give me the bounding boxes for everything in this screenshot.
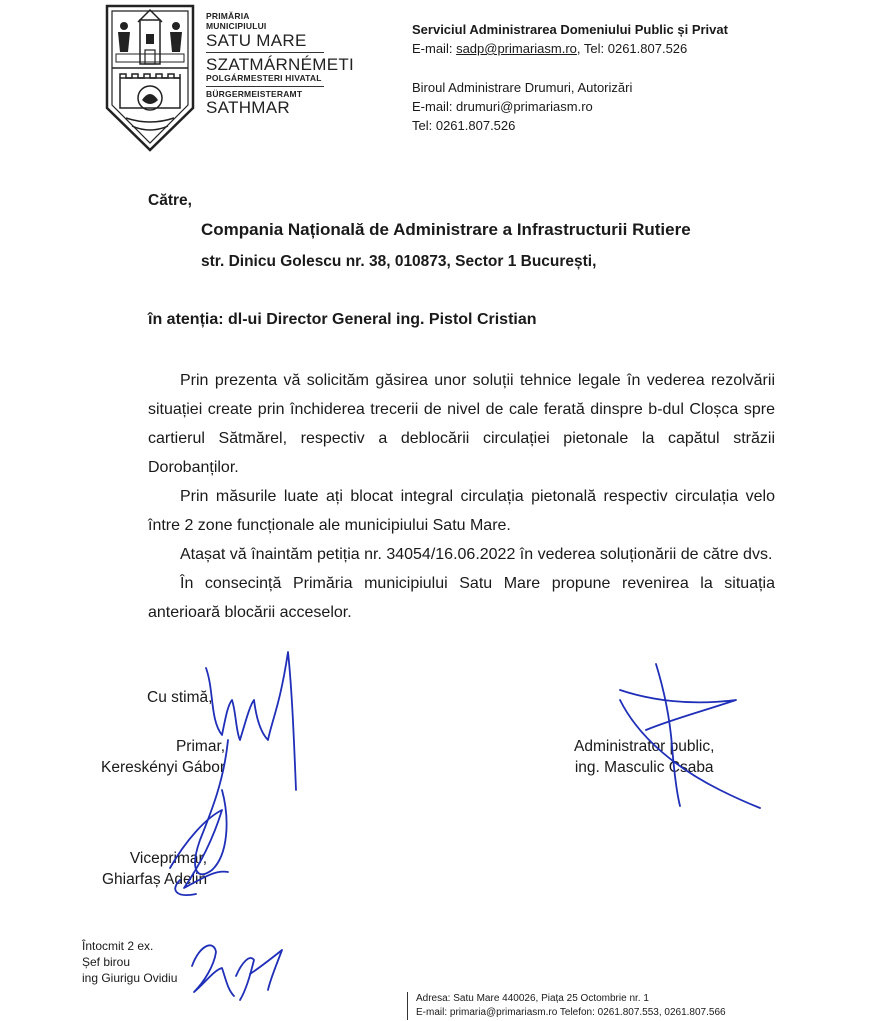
office-name: Biroul Administrare Drumuri, Autorizări	[412, 80, 633, 95]
recipient-attention: în atenția: dl-ui Director General ing. Pistol Cristian	[148, 311, 537, 328]
logo-line-sathmar: SATHMAR	[206, 98, 290, 117]
footer-contact: E-mail: primaria@primariasm.ro Telefon: 0261.807.553, 0261.807.566	[416, 1007, 726, 1018]
salutation-to: Către,	[148, 192, 192, 209]
prepared-name: ing Giurigu Ovidiu	[82, 971, 178, 985]
logo-line-szatmarnemeti: SZATMÁRNÉMETI	[206, 55, 355, 74]
prepared-by	[82, 938, 177, 986]
letter-body	[148, 366, 775, 627]
body-paragraph-2: Prin măsurile luate ați blocat integral circulația pietonală respectiv circulația velo între 2 zone funcționale ale municipiului Satu Mare.	[148, 488, 775, 534]
footer-address: Adresa: Satu Mare 440026, Piața 25 Octombrie nr. 1	[416, 993, 649, 1004]
service-name: Serviciul Administrarea Domeniului Public și Privat	[412, 22, 728, 37]
header-contact	[412, 20, 728, 135]
prepared-copies: Întocmit 2 ex.	[82, 939, 154, 953]
logo-wordmark	[206, 12, 354, 116]
logo-line-burgermeisteramt: BÜRGERMEISTERAMT	[206, 88, 303, 99]
body-paragraph-4: În consecință Primăria municipiului Satu Mare propune revenirea la situația anterioară blocării acceselor.	[148, 575, 775, 621]
recipient-company: Compania Națională de Administrare a Infrastructurii Rutiere	[201, 220, 691, 239]
service-contact-line	[412, 39, 728, 58]
recipient-address: str. Dinicu Golescu nr. 38, 010873, Sector 1 București,	[201, 253, 597, 270]
admin-signature-block	[574, 736, 714, 778]
service-email-label: E-mail:	[412, 41, 457, 56]
service-email-link[interactable]: sadp@primariasm.ro	[456, 41, 577, 56]
admin-title: Administrator public,	[574, 738, 715, 755]
logo-line-polgarmesteri: POLGÁRMESTERI HIVATAL	[206, 73, 322, 83]
page-footer	[407, 992, 726, 1020]
mayor-signature-block	[101, 736, 226, 778]
logo-line-municipiului: MUNICIPIULUI	[206, 20, 267, 31]
logo-line-primaria: PRIMĂRIA	[206, 11, 250, 21]
logo-line-satu-mare: SATU MARE	[206, 31, 307, 50]
body-paragraph-3: Atașat vă înaintăm petiția nr. 34054/16.06.2022 în vederea soluționării de către dvs.	[180, 546, 773, 563]
mayor-title: Primar,	[175, 738, 226, 755]
prepared-role: Șef birou	[82, 955, 131, 969]
body-paragraph-1: Prin prezenta vă solicităm găsirea unor soluții tehnice legale în vederea rezolvării situației create prin închiderea trecerii de nivel de cale ferată dinspre b-dul Cloșca spre cartierul Sătmărel, respectiv a deblocării circulației pietonale la capătul străzii Dorobanților.	[148, 372, 775, 476]
mayor-name: Kereskényi Gábor	[101, 759, 226, 776]
admin-name: ing. Masculic Csaba	[574, 759, 714, 776]
city-crest-logo	[104, 4, 196, 152]
vice-title: Viceprimar,	[129, 850, 208, 867]
closing: Cu stimă,	[147, 689, 213, 706]
service-tel: , Tel: 0261.807.526	[576, 41, 688, 56]
logo-divider	[206, 86, 324, 87]
office-email: E-mail: drumuri@primariasm.ro	[412, 99, 593, 114]
office-tel: Tel: 0261.807.526	[412, 118, 516, 133]
vice-name: Ghiarfaș Adelin	[102, 871, 208, 888]
vice-signature-block	[102, 848, 207, 890]
logo-divider	[206, 52, 324, 53]
